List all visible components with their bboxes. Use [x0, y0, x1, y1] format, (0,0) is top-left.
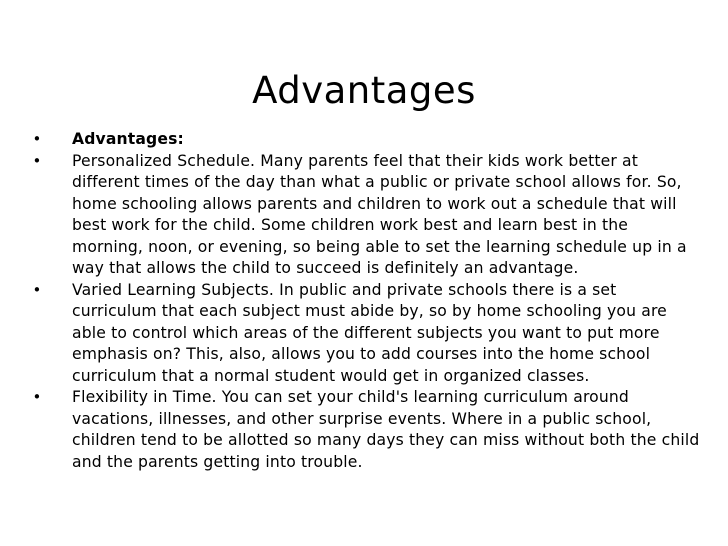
bullet-icon: •: [32, 130, 42, 148]
slide-title: Advantages: [252, 68, 476, 112]
bullet-text: Varied Learning Subjects. In public and private schools there is a set curriculum that each subject must abide by, so by home schooling you are able to control which areas of the different subjects you want to put more emphasis on? This, also, allows you to add courses into the home school curriculum that a normal student would get in organized classes.: [72, 280, 667, 385]
bullet-text: Flexibility in Time. You can set your child's learning curriculum around vacations, illnesses, and other surprise events. Where in a public school, children tend to be allotted so many days they can miss without both the child and the parents getting into trouble.: [72, 388, 700, 471]
bullet-item-flexibility-in-time: [30, 387, 700, 473]
bullet-text: Advantages:: [72, 130, 184, 148]
bullet-item-varied-learning-subjects: [30, 280, 700, 388]
bullet-icon: •: [32, 388, 42, 406]
bullet-list: [30, 129, 700, 473]
bullet-icon: •: [32, 280, 42, 299]
bullet-item-personalized-schedule: [30, 151, 700, 280]
bullet-icon: •: [32, 151, 42, 170]
bullet-text: Personalized Schedule. Many parents feel that their kids work better at different times of the day than what a public or private school allows for. So, home schooling allows parents and children to work out a schedule that will best work for the child. Some children work best and learn best in the morning, noon, or evening, so being able to set the learning schedule up in a way that allows the child to succeed is definitely an advantage.: [72, 151, 687, 277]
bullet-item-advantages-heading: [30, 129, 700, 151]
